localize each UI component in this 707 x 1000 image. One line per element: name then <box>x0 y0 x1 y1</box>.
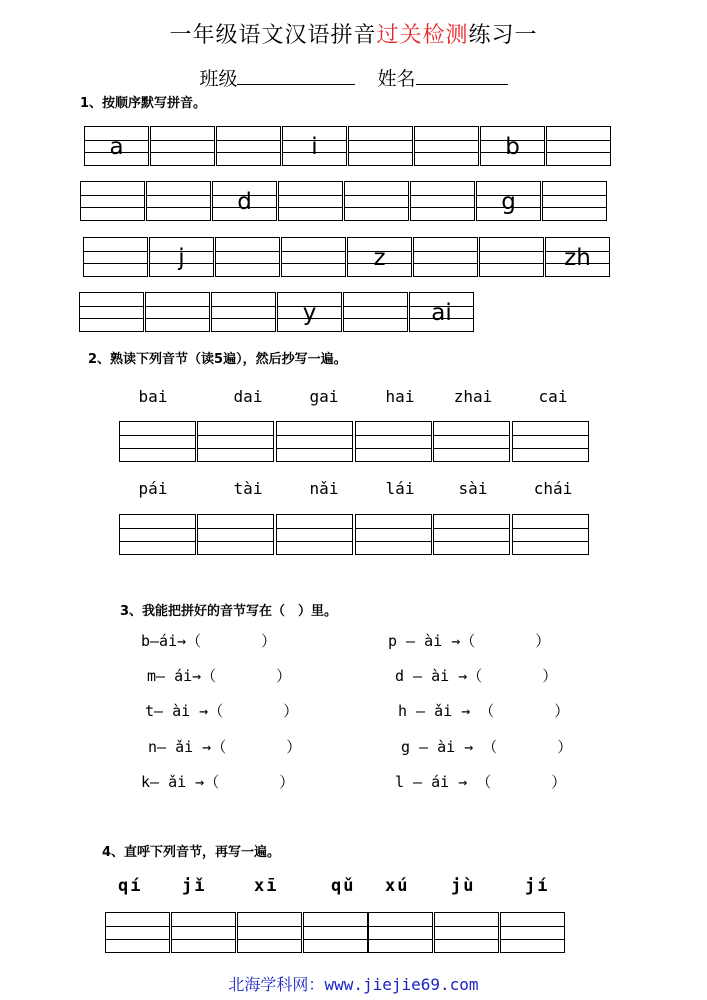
writing-cell[interactable] <box>500 912 565 953</box>
writing-line <box>411 207 474 208</box>
pinyin-cell[interactable] <box>216 126 281 166</box>
writing-line <box>349 152 412 153</box>
writing-line <box>277 528 352 529</box>
writing-line <box>356 435 431 436</box>
writing-cell[interactable] <box>368 912 433 953</box>
pinyin-cell[interactable] <box>413 237 478 277</box>
writing-cell[interactable] <box>237 912 302 953</box>
syllable: tài <box>233 479 263 498</box>
pinyin-cell[interactable] <box>83 237 148 277</box>
writing-line <box>238 939 301 940</box>
pinyin-cell[interactable] <box>476 181 541 221</box>
writing-line <box>513 448 588 449</box>
writing-line <box>543 195 606 196</box>
combo-right: d — ài →（ ） <box>395 667 558 685</box>
writing-cell[interactable] <box>355 421 432 462</box>
writing-line <box>304 939 367 940</box>
pinyin-cell[interactable] <box>150 126 215 166</box>
writing-line <box>547 152 610 153</box>
writing-line <box>277 435 352 436</box>
combo-right: l — ái → （ ） <box>395 773 567 791</box>
writing-cell[interactable] <box>197 514 274 555</box>
writing-line <box>120 448 195 449</box>
writing-line <box>80 318 143 319</box>
syllable: lái <box>385 479 415 498</box>
pinyin-cell[interactable] <box>278 181 343 221</box>
writing-line <box>277 448 352 449</box>
syllable: dai <box>233 387 263 406</box>
syllable: gai <box>309 387 339 406</box>
section4-heading: 4、直呼下列音节，再写一遍。 <box>102 845 281 860</box>
writing-line <box>198 528 273 529</box>
writing-line <box>81 207 144 208</box>
writing-line <box>84 251 147 252</box>
pinyin-letter: a <box>109 134 124 160</box>
name-blank[interactable] <box>416 65 508 85</box>
writing-cell[interactable] <box>119 514 196 555</box>
writing-line <box>434 448 509 449</box>
writing-line <box>356 528 431 529</box>
pinyin-cell[interactable] <box>145 292 210 332</box>
writing-line <box>369 926 432 927</box>
writing-line <box>349 140 412 141</box>
writing-line <box>344 306 407 307</box>
writing-line <box>147 207 210 208</box>
writing-cell[interactable] <box>105 912 170 953</box>
combo-left: n— ǎi →（ ） <box>148 738 302 756</box>
combo-right: p — ài →（ ） <box>388 632 551 650</box>
class-label: 班级 <box>199 68 238 90</box>
pinyin-cell[interactable] <box>542 181 607 221</box>
pinyin-cell[interactable] <box>480 126 545 166</box>
syllable: qǔ <box>331 876 356 896</box>
writing-line <box>216 251 279 252</box>
class-name-line <box>0 64 707 91</box>
section2-heading: 2、熟读下列音节（读5遍），然后抄写一遍。 <box>88 352 347 367</box>
combo-right: g — ài → （ ） <box>401 738 573 756</box>
pinyin-cell[interactable] <box>545 237 610 277</box>
writing-line <box>277 541 352 542</box>
pinyin-cell[interactable] <box>479 237 544 277</box>
writing-line <box>217 140 280 141</box>
writing-line <box>434 528 509 529</box>
pinyin-letter: j <box>178 245 185 271</box>
writing-line <box>198 448 273 449</box>
pinyin-letter: z <box>373 245 386 271</box>
writing-line <box>435 939 498 940</box>
syllable: pái <box>138 479 168 498</box>
writing-line <box>414 263 477 264</box>
name-label: 姓名 <box>377 68 416 90</box>
writing-line <box>414 251 477 252</box>
writing-line <box>434 435 509 436</box>
writing-line <box>81 195 144 196</box>
footer-url[interactable]: www.jiejie69.com <box>324 975 479 994</box>
writing-line <box>543 207 606 208</box>
pinyin-letter: d <box>237 189 252 215</box>
pinyin-cell[interactable] <box>348 126 413 166</box>
writing-line <box>172 939 235 940</box>
syllable: bai <box>138 387 168 406</box>
syllable: hai <box>385 387 415 406</box>
combo-left: m— ái→（ ） <box>147 667 292 685</box>
pinyin-letter: g <box>501 189 516 215</box>
pinyin-cell[interactable] <box>211 292 276 332</box>
pinyin-cell[interactable] <box>282 126 347 166</box>
writing-line <box>415 140 478 141</box>
writing-line <box>344 318 407 319</box>
pinyin-cell[interactable] <box>347 237 412 277</box>
pinyin-cell[interactable] <box>546 126 611 166</box>
writing-line <box>435 926 498 927</box>
page-title: 一年级语文汉语拼音过关检测练习一 <box>169 23 538 48</box>
writing-line <box>198 435 273 436</box>
pinyin-letter: b <box>505 134 520 160</box>
syllable: zhai <box>453 387 493 406</box>
pinyin-cell[interactable] <box>410 181 475 221</box>
writing-line <box>146 318 209 319</box>
writing-line <box>212 306 275 307</box>
writing-cell[interactable] <box>276 421 353 462</box>
syllable: chái <box>533 479 573 498</box>
writing-line <box>547 140 610 141</box>
pinyin-cell[interactable] <box>212 181 277 221</box>
syllable: xú <box>385 876 410 896</box>
section1-heading: 1、按顺序默写拼音。 <box>80 96 207 111</box>
writing-cell[interactable] <box>355 514 432 555</box>
writing-line <box>217 152 280 153</box>
writing-line <box>212 318 275 319</box>
class-blank[interactable] <box>237 65 355 85</box>
writing-line <box>120 541 195 542</box>
writing-line <box>106 926 169 927</box>
syllable: xī <box>254 876 279 896</box>
writing-line <box>411 195 474 196</box>
pinyin-letter: y <box>302 300 317 326</box>
writing-cell[interactable] <box>433 514 510 555</box>
pinyin-cell[interactable] <box>277 292 342 332</box>
writing-line <box>120 435 195 436</box>
writing-line <box>434 541 509 542</box>
writing-line <box>120 528 195 529</box>
writing-cell[interactable] <box>276 514 353 555</box>
syllable: jǐ <box>182 876 207 896</box>
writing-line <box>198 541 273 542</box>
combo-right: h — ǎi → （ ） <box>398 702 570 720</box>
pinyin-cell[interactable] <box>149 237 214 277</box>
writing-line <box>80 306 143 307</box>
combo-left: k— ǎi →（ ） <box>141 773 295 791</box>
pinyin-cell[interactable] <box>281 237 346 277</box>
writing-line <box>304 926 367 927</box>
writing-line <box>480 251 543 252</box>
writing-line <box>151 152 214 153</box>
writing-cell[interactable] <box>303 912 368 953</box>
writing-line <box>238 926 301 927</box>
writing-line <box>279 207 342 208</box>
writing-line <box>501 939 564 940</box>
writing-line <box>369 939 432 940</box>
writing-cell[interactable] <box>512 514 589 555</box>
writing-line <box>345 195 408 196</box>
writing-line <box>513 541 588 542</box>
writing-cell[interactable] <box>171 912 236 953</box>
pinyin-cell[interactable] <box>79 292 144 332</box>
combo-left: t— ài →（ ） <box>145 702 299 720</box>
writing-cell[interactable] <box>434 912 499 953</box>
pinyin-cell[interactable] <box>146 181 211 221</box>
writing-line <box>106 939 169 940</box>
pinyin-letter: i <box>311 134 318 160</box>
writing-line <box>480 263 543 264</box>
syllable: sài <box>458 479 488 498</box>
writing-line <box>282 251 345 252</box>
writing-line <box>501 926 564 927</box>
writing-line <box>356 448 431 449</box>
pinyin-cell[interactable] <box>80 181 145 221</box>
writing-line <box>415 152 478 153</box>
writing-line <box>345 207 408 208</box>
syllable: cai <box>538 387 568 406</box>
writing-line <box>146 306 209 307</box>
writing-line <box>172 926 235 927</box>
writing-cell[interactable] <box>197 421 274 462</box>
footer-site: 北海学科网： <box>228 975 325 994</box>
writing-line <box>513 528 588 529</box>
footer <box>0 972 707 995</box>
syllable: qí <box>118 876 143 896</box>
writing-line <box>147 195 210 196</box>
writing-line <box>279 195 342 196</box>
combo-left: b—ái→（ ） <box>141 632 277 650</box>
writing-line <box>151 140 214 141</box>
writing-cell[interactable] <box>119 421 196 462</box>
syllable: nǎi <box>309 479 339 498</box>
pinyin-cell[interactable] <box>409 292 474 332</box>
pinyin-cell[interactable] <box>215 237 280 277</box>
writing-line <box>84 263 147 264</box>
syllable: jí <box>525 876 550 896</box>
pinyin-cell[interactable] <box>344 181 409 221</box>
section3-heading: 3、我能把拼好的音节写在（ ）里。 <box>120 604 338 619</box>
syllable: jù <box>451 876 476 896</box>
pinyin-letter: zh <box>564 245 591 271</box>
writing-line <box>282 263 345 264</box>
pinyin-cell[interactable] <box>343 292 408 332</box>
pinyin-cell[interactable] <box>84 126 149 166</box>
writing-line <box>356 541 431 542</box>
pinyin-cell[interactable] <box>414 126 479 166</box>
writing-cell[interactable] <box>433 421 510 462</box>
writing-line <box>216 263 279 264</box>
writing-cell[interactable] <box>512 421 589 462</box>
writing-line <box>513 435 588 436</box>
pinyin-letter: ai <box>431 300 452 326</box>
